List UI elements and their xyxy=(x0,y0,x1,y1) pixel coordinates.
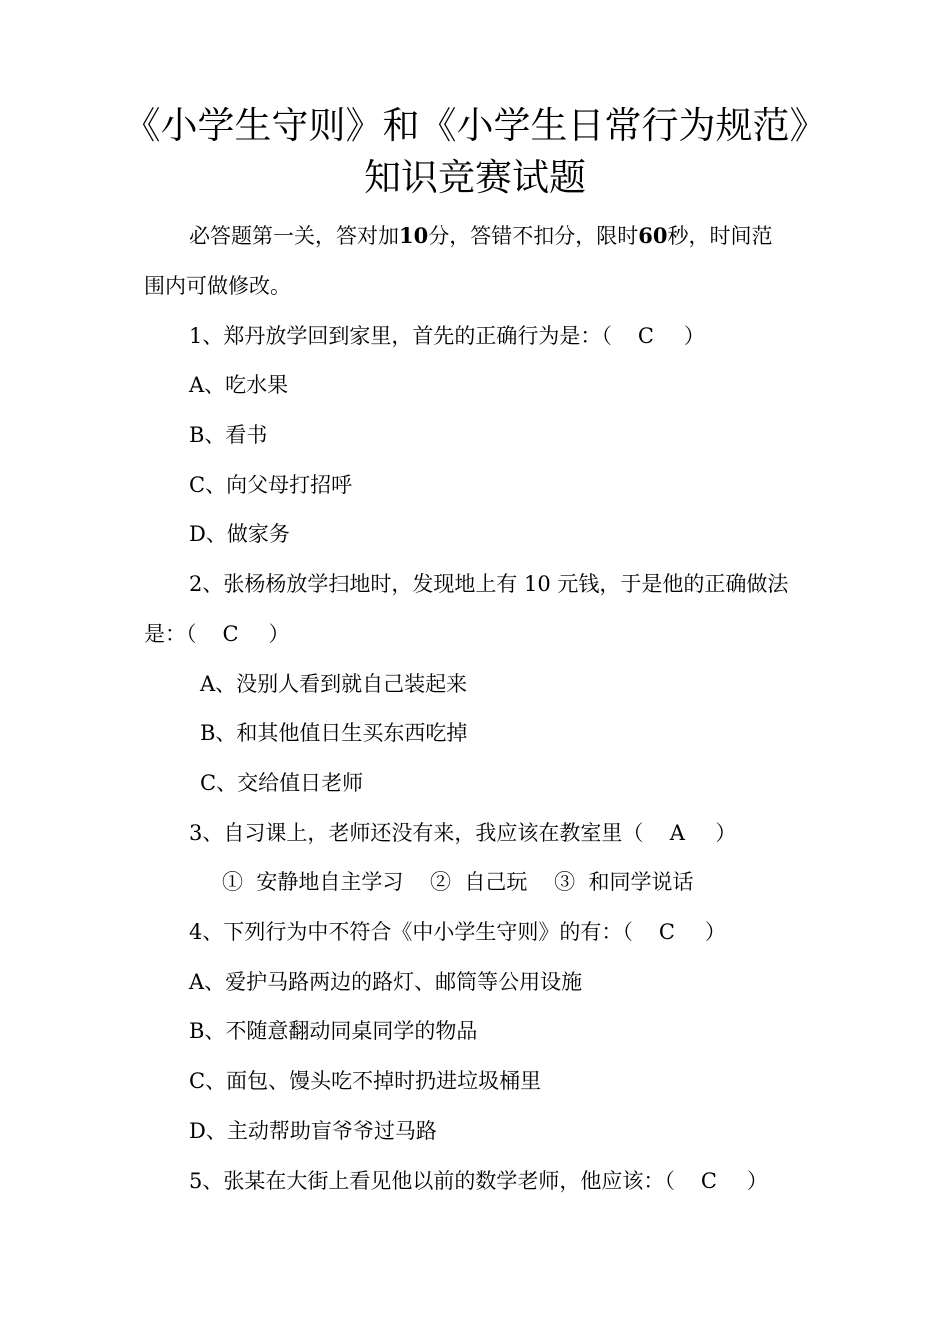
question-answer: C xyxy=(658,920,675,944)
question-text: 1、郑丹放学回到家里，首先的正确行为是：（ xyxy=(189,324,612,348)
question-1-option-b: B、看书 xyxy=(189,423,268,447)
intro-text: 秒，时间范 xyxy=(667,224,773,248)
intro-paragraph-line-2: 围内可做修改。 xyxy=(144,274,291,298)
intro-score: 10 xyxy=(399,223,429,248)
question-text: 4、下列行为中不符合《中小学生守则》的有：（ xyxy=(189,920,633,944)
question-4-option-c: C、面包、馒头吃不掉时扔进垃圾桶里 xyxy=(189,1069,542,1093)
question-text: 3、自习课上，老师还没有来，我应该在教室里（ xyxy=(189,821,644,845)
question-answer: C xyxy=(637,324,654,348)
page-title-line-1: 《小学生守则》和《小学生日常行为规范》 xyxy=(123,104,827,147)
question-4-option-a: A、爱护马路两边的路灯、邮筒等公用设施 xyxy=(189,970,583,994)
question-4-option-b: B、不随意翻动同桌同学的物品 xyxy=(189,1019,478,1043)
question-1-option-d: D、做家务 xyxy=(189,522,290,546)
question-answer: A xyxy=(669,821,685,845)
intro-text: 必答题第一关，答对加 xyxy=(189,224,399,248)
question-2-stem: 2、张杨杨放学扫地时，发现地上有 10 元钱，于是他的正确做法 xyxy=(189,572,789,596)
page-title-line-2: 知识竞赛试题 xyxy=(364,156,586,199)
question-close: ） xyxy=(268,622,290,646)
question-5-stem xyxy=(189,1167,768,1195)
question-1-stem xyxy=(189,322,705,350)
intro-paragraph-line-1 xyxy=(189,222,772,250)
question-1-option-a: A、吃水果 xyxy=(189,373,289,397)
question-answer: C xyxy=(222,622,239,646)
question-text: 5、张某在大街上看见他以前的数学老师，他应该：（ xyxy=(189,1169,675,1193)
question-2-stem-continued xyxy=(144,620,290,648)
intro-text: 分，答错不扣分，限时 xyxy=(428,224,639,248)
question-text: 是：（ xyxy=(144,622,197,646)
question-close: ） xyxy=(704,920,726,944)
question-2-option-b: B、和其他值日生买东西吃掉 xyxy=(200,721,468,745)
question-4-stem xyxy=(189,918,726,946)
question-1-option-c: C、向父母打招呼 xyxy=(189,473,353,497)
question-answer: C xyxy=(700,1169,717,1193)
question-close: ） xyxy=(715,821,737,845)
question-4-option-d: D、主动帮助盲爷爷过马路 xyxy=(189,1119,437,1143)
question-2-option-c: C、交给值日老师 xyxy=(200,771,364,795)
question-close: ） xyxy=(683,324,705,348)
intro-seconds: 60 xyxy=(638,223,668,248)
question-3-stem xyxy=(189,819,736,847)
question-2-option-a: A、没别人看到就自己装起来 xyxy=(200,672,468,696)
question-3-options: ① 安静地自主学习 ② 自己玩 ③ 和同学说话 xyxy=(222,870,694,894)
question-close: ） xyxy=(746,1169,768,1193)
